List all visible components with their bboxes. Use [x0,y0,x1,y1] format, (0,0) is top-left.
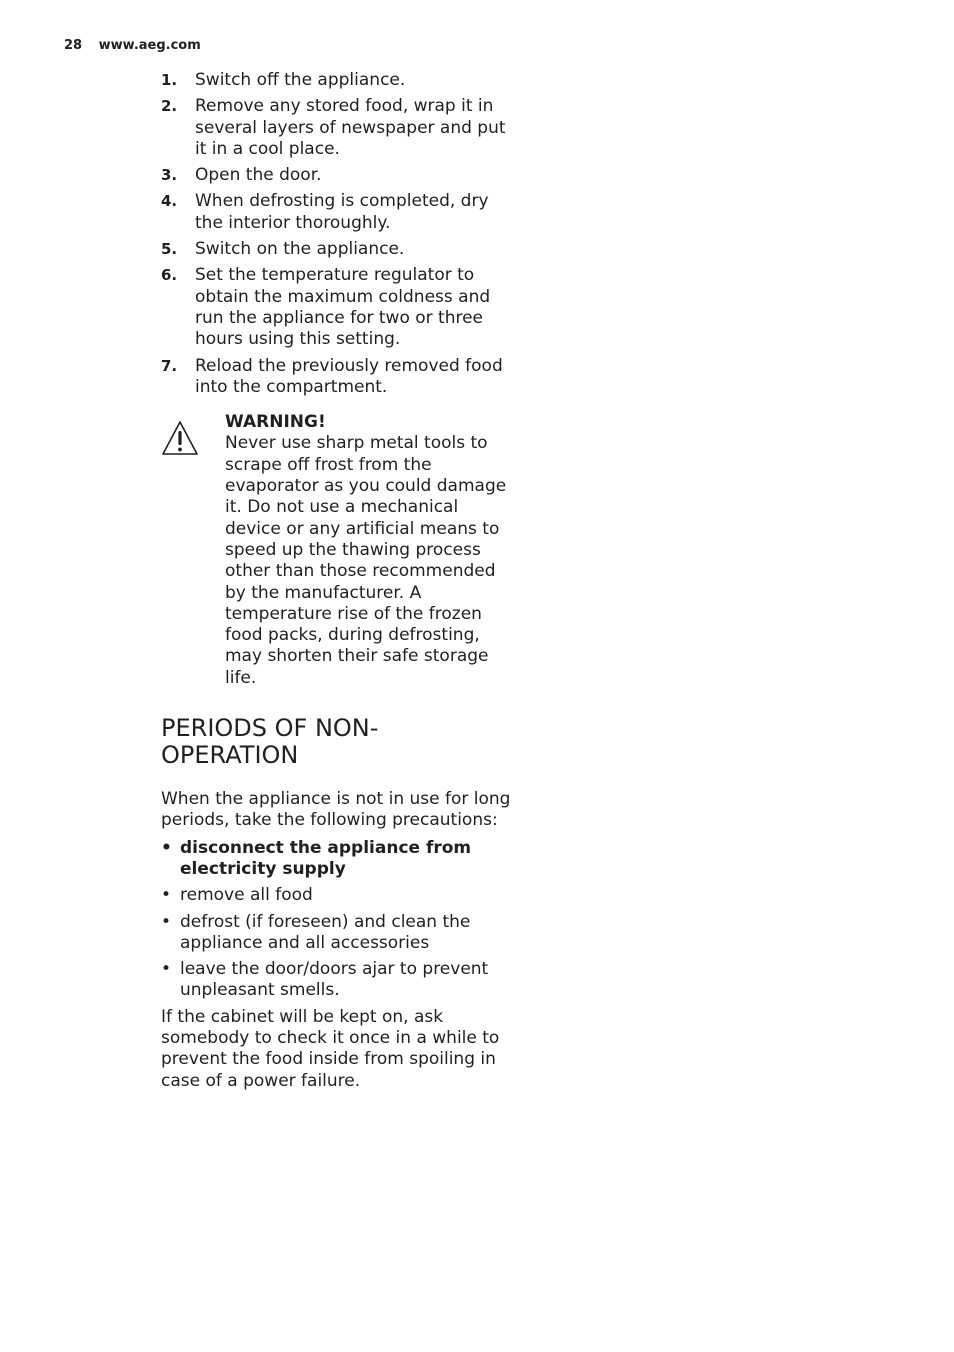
precautions-list [161,838,513,1002]
list-item: • defrost (if foreseen) and clean the appliance and all accessories [161,912,513,955]
list-item [161,165,513,186]
step-number: 4. [161,192,178,211]
step-number: 7. [161,356,178,375]
step-text: When defrosting is completed, dry the interior thoroughly. [195,191,489,233]
step-number: 3. [161,166,178,185]
page-content [161,70,513,1092]
list-item: • disconnect the appliance from electricity supply [161,838,513,881]
defrost-steps-list [161,70,513,398]
warning-block [161,412,513,689]
step-text: Reload the previously removed food into the compartment. [195,355,503,397]
page-header [64,38,201,53]
step-number: 6. [161,266,178,285]
warning-text: Never use sharp metal tools to scrape off frost from the evaporator as you could damage it. Do not use a mechanical device or any artificial means to speed up the thawing process other than those recommended by the manufacturer. A temperature rise of the frozen food packs, during defrosting, may shorten their safe storage life. [225,433,507,688]
closing-paragraph: If the cabinet will be kept on, ask somebody to check it once in a while to prevent the food inside from spoiling in case of a power failure. [161,1006,500,1091]
step-text: Set the temperature regulator to obtain the maximum coldness and run the appliance for two or three hours using this setting. [195,265,491,350]
list-item [161,356,513,399]
step-text: Switch on the appliance. [195,239,405,260]
step-number: 2. [161,97,178,116]
step-number: 5. [161,240,178,259]
list-item: • remove all food [161,885,513,906]
step-number: 1. [161,71,178,89]
list-item [161,96,513,160]
section-intro: When the appliance is not in use for long periods, take the following precautions: [161,789,511,831]
list-item [161,239,513,260]
website-url: www.aeg.com [98,38,201,53]
warning-title: WARNING! [225,412,326,433]
step-text: Switch off the appliance. [195,70,406,90]
list-item [161,265,513,350]
section-title: PERIODS OF NON-OPERATION [161,714,379,770]
list-item [161,70,513,91]
list-item [161,191,513,234]
page-number: 28 [64,38,83,53]
warning-triangle-icon [161,420,199,456]
step-text: Remove any stored food, wrap it in several layers of newspaper and put it in a cool place. [195,96,506,159]
list-item: • leave the door/doors ajar to prevent unpleasant smells. [161,959,513,1002]
step-text: Open the door. [195,165,322,186]
